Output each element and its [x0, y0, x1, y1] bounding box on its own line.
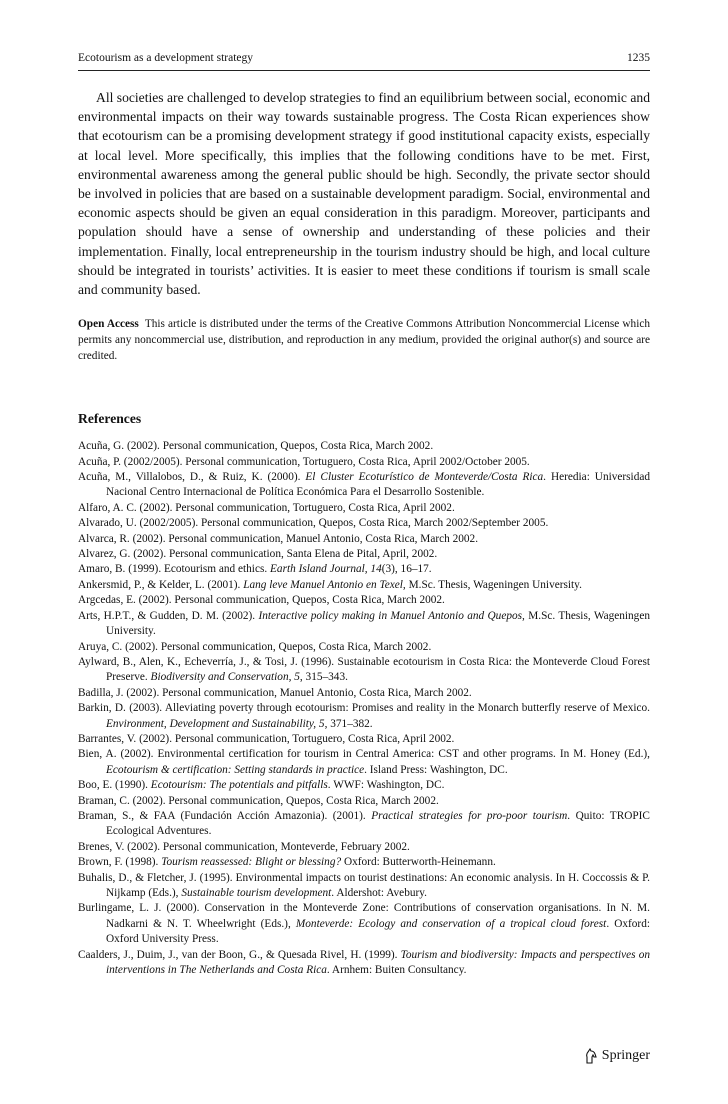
reference-text: Acuña, M., Villalobos, D., & Ruiz, K. (2000). [78, 471, 306, 484]
reference-text: Alvarez, G. (2002). Personal communication, Santa Elena de Pital, April, 2002. [78, 548, 438, 561]
reference-text: . Aldershot: Avebury. [331, 887, 427, 900]
reference-title: Interactive policy making in Manuel Antonio and Quepos, [258, 609, 525, 622]
reference-title: Lang leve Manuel Antonio en Texel, [243, 578, 406, 591]
reference-text: Brown, F. (1998). [78, 856, 162, 869]
publisher-name: Springer [601, 1048, 650, 1063]
reference-title: Practical strategies for pro-poor tourism [371, 809, 568, 822]
reference-text: Alfaro, A. C. (2002). Personal communication, Tortuguero, Costa Rica, April 2002. [78, 501, 455, 514]
reference-text: . Quito: TROPIC Ecological Adventures. [106, 809, 650, 838]
reference-text: , 371–382. [324, 717, 373, 730]
reference-title: Tourism and biodiversity: Impacts and perspectives on interventions in The Netherlands and Costa Rica [106, 948, 650, 977]
reference-text: Burlingame, L. J. (2000). Conservation in the Monteverde Zone: Contributions of conservation organisations. In N. M. Nadkarni & N. T. Wheelwright (Eds.), [78, 902, 650, 930]
reference-text: Brenes, V. (2002). Personal communication, Monteverde, February 2002. [78, 840, 410, 853]
reference-text: Barrantes, V. (2002). Personal communication, Tortuguero, Costa Rica, April 2002. [78, 732, 455, 745]
reference-item [78, 809, 650, 840]
open-access-label: Open Access [78, 318, 139, 331]
reference-text: Buhalis, D., & Fletcher, J. (1995). Environmental impacts on tourist destinations: An economic analysis. In H. Coccossis & P. Nijkamp (Eds.), [78, 871, 650, 900]
reference-item [78, 640, 650, 655]
reference-text: Braman, S., & FAA (Fundación Acción Amazonia). (2001). [78, 809, 372, 822]
reference-text: (3), 16–17. [381, 563, 432, 576]
reference-text: , 315–343. [299, 671, 348, 684]
reference-text: Bien, A. (2002). Environmental certification for tourism in Central America: CST and other programs. In M. Honey (Ed.), [78, 748, 650, 761]
reference-title: Biodiversity and Conservation, 5 [150, 671, 300, 684]
reference-text: Barkin, D. (2003). Alleviating poverty through ecotourism: Promises and reality in the Monarch butterfly reserve of Mexico. [78, 702, 650, 715]
running-header [78, 52, 650, 64]
reference-item [78, 609, 650, 640]
reference-text: Alvarado, U. (2002/2005). Personal communication, Quepos, Costa Rica, March 2002/September 2005. [78, 517, 549, 530]
header-rule [78, 70, 650, 71]
page-footer [78, 1048, 650, 1064]
reference-title: Ecotourism & certification: Setting standards in practice [106, 763, 365, 776]
reference-item [78, 747, 650, 778]
reference-item [78, 532, 650, 547]
reference-item [78, 948, 650, 979]
reference-item [78, 593, 650, 608]
reference-text: Argcedas, E. (2002). Personal communication, Quepos, Costa Rica, March 2002. [78, 594, 445, 607]
reference-text: M.Sc. Thesis, Wageningen University. [405, 578, 582, 591]
reference-text: Alvarca, R. (2002). Personal communication, Manuel Antonio, Costa Rica, March 2002. [78, 532, 479, 545]
reference-text: Boo, E. (1990). [78, 779, 151, 792]
reference-item [78, 686, 650, 701]
reference-title: Environment, Development and Sustainability, 5 [106, 717, 325, 730]
reference-item [78, 778, 650, 793]
reference-text: . Heredia: Universidad Nacional Centro Internacional de Política Económica Para el Desarrollo Sostenible. [106, 471, 651, 499]
reference-text: Arts, H.P.T., & Gudden, D. M. (2002). [78, 609, 259, 622]
open-access-notice [78, 316, 650, 364]
reference-text: Aylward, B., Alen, K., Echeverría, J., & Tosi, J. (1996). Sustainable ecotourism in Costa Rica: the Monteverde Cloud Forest Preserve. [78, 655, 650, 684]
reference-title: Tourism reassessed: Blight or blessing? [161, 856, 342, 869]
reference-item [78, 840, 650, 855]
page-number: 1235 [627, 52, 650, 64]
page-content [78, 52, 650, 978]
reference-title: Monteverde: Ecology and conservation of a tropical cloud forest [295, 917, 607, 930]
reference-text: Acuña, P. (2002/2005). Personal communication, Tortuguero, Costa Rica, April 2002/October 2005. [78, 455, 530, 468]
reference-text: Caalders, J., Duim, J., van der Boon, G., & Quesada Rivel, H. (1999). [78, 948, 401, 961]
reference-item [78, 732, 650, 747]
reference-item [78, 655, 650, 686]
reference-item [78, 855, 650, 870]
reference-text: Amaro, B. (1999). Ecotourism and ethics. [78, 563, 271, 576]
references-list [78, 439, 650, 978]
reference-item [78, 516, 650, 531]
reference-item [78, 701, 650, 732]
reference-title: Ecotourism: The potentials and pitfalls [150, 779, 328, 792]
reference-item [78, 547, 650, 562]
body-paragraph: All societies are challenged to develop strategies to find an equilibrium between social, economic and environmental impacts on their way towards sustainable progress. The Costa Rican experiences show that ecotourism can be a promising development strategy if good institutional capacity exists, especially at local level. More specifically, this implies that the following conditions have to be met. First, environmental awareness among the general public should be high. Secondly, the private sector should be involved in policies that are based on a sustainable development paradigm. Social, environmental and economic aspects should be given an equal consideration in this paradigm. Moreover, participants and population should have a sense of ownership and understanding of these policies and their implementation. Finally, local entrepreneurship in the tourism industry should be high, and local culture should be integrated in tourists’ activities. It is easier to meet these conditions if tourism is small scale and community based. [78, 90, 650, 298]
reference-text: Oxford: Butterworth-Heinemann. [341, 856, 496, 869]
reference-text: Acuña, G. (2002). Personal communication, Quepos, Costa Rica, March 2002. [78, 440, 434, 453]
springer-logo [584, 1048, 650, 1064]
reference-text: Ankersmid, P., & Kelder, L. (2001). [78, 578, 244, 591]
reference-text: . Arnhem: Buiten Consultancy. [326, 964, 467, 977]
reference-item [78, 578, 650, 593]
reference-text: Aruya, C. (2002). Personal communication, Quepos, Costa Rica, March 2002. [78, 640, 432, 653]
reference-text: . WWF: Washington, DC. [327, 779, 445, 792]
springer-horse-icon [584, 1048, 598, 1064]
reference-text: Badilla, J. (2002). Personal communication, Manuel Antonio, Costa Rica, March 2002. [78, 686, 472, 699]
reference-text: Braman, C. (2002). Personal communication, Quepos, Costa Rica, March 2002. [78, 794, 439, 807]
reference-title: Sustainable tourism development [181, 887, 332, 900]
open-access-text: This article is distributed under the terms of the Creative Commons Attribution Noncommercial License which permits any noncommercial use, distribution, and reproduction in any medium, provided the original author(s) and source are credited. [78, 318, 651, 363]
reference-item [78, 455, 650, 470]
running-title: Ecotourism as a development strategy [78, 52, 254, 64]
reference-title: Earth Island Journal, 14 [270, 563, 382, 576]
reference-item [78, 439, 650, 454]
reference-item [78, 562, 650, 577]
reference-item [78, 901, 650, 947]
reference-text: . Island Press: Washington, DC. [364, 763, 508, 776]
reference-title: El Cluster Ecoturístico de Monteverde/Costa Rica [305, 471, 544, 484]
reference-text: M.Sc. Thesis, Wageningen University. [106, 609, 650, 638]
reference-item [78, 470, 650, 501]
references-heading: References [78, 411, 142, 427]
reference-text: . Oxford: Oxford University Press. [106, 917, 650, 946]
reference-item [78, 871, 650, 902]
reference-item [78, 794, 650, 809]
reference-item [78, 501, 650, 516]
